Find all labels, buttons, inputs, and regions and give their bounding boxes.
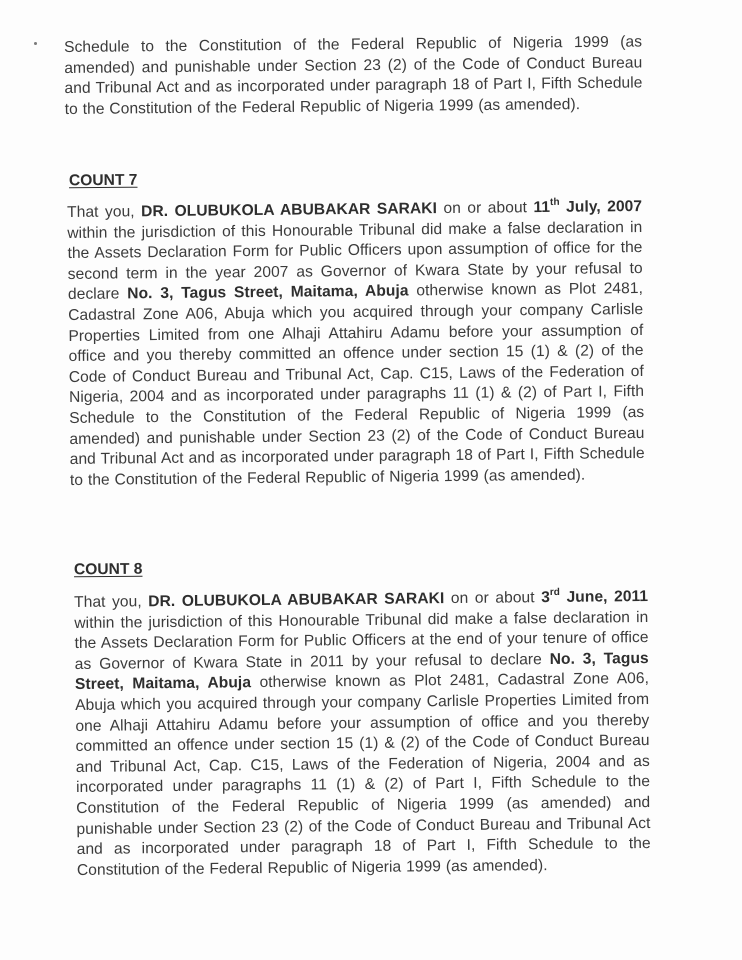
count-7-text-part-2: otherwise known as Plot 2481, Cadastral Zone A06, Abuja which you acquired through your company Carlisle Properties Limited from one Alhaji Attahiru Adamu before your assumption of office and you thereby committed an offence under section 15 (1) & (2) of the Code of Conduct Bureau and Tribunal Act, Cap. C15, Laws of the Federation of Nigeria, 2004 and as incorporated under paragraphs 11 (1) & (2) of Part I, Fifth Schedule to the Constitution of the Federal Republic of Nigeria 1999 (as amended) and punishable under Section 23 (2) of the Code of Conduct Bureau and Tribunal Act and as incorporated under paragraph 18 of Part I, Fifth Schedule to the Constitution of the Federal Republic of Nigeria 1999 (as amended).: [68, 280, 645, 489]
count-7-date-rest: July, 2007: [566, 197, 643, 216]
count-8-text-part-2: otherwise known as Plot 2481, Cadastral Zone A06, Abuja which you acquired through your company Carlisle Properties Limited from one Alhaji Attahiru Adamu before your assumption of office and you thereby committed an offence under section 15 (1) & (2) of the Code of Conduct Bureau and Tribunal Act, Cap. C15, Laws of the Federation of Nigeria, 2004 and as incorporated under paragraphs 11 (1) & (2) of Part I, Fifth Schedule to the Constitution of the Federal Republic of Nigeria 1999 (as amended) and punishable under Section 23 (2) of the Code of Conduct Bureau and Tribunal Act and as incorporated under paragraph 18 of Part I, Fifth Schedule to the Constitution of the Federal Republic of Nigeria 1999 (as amended).: [75, 670, 651, 879]
count-8-date-suffix: rd: [549, 586, 560, 599]
count-8-date-day: 3: [541, 589, 550, 607]
scan-speck: [34, 42, 37, 45]
count-8-on-or-about: on or about: [450, 589, 535, 608]
count-7-on-or-about: on or about: [443, 199, 528, 218]
count-8-text-part-1: within the jurisdiction of this Honourable Tribunal did make a false declaration in the Assets Declaration Form for Public Officers at the end of your tenure of office as Governor of Kwara State in 2011 by your refusal to declare: [74, 608, 649, 673]
count-7-paragraph: [67, 197, 645, 491]
count-7-intro: That you,: [67, 203, 135, 221]
count-8-property-address: No. 3, Tagus Street, Maitama, Abuja: [74, 649, 649, 694]
count-7-date-day: 11: [533, 198, 551, 217]
continued-paragraph: [64, 32, 643, 120]
count-7-accused-name: DR. OLUBUKOLA ABUBAKAR SARAKI: [141, 200, 438, 221]
count-7-text-part-1: within the jurisdiction of this Honourable Tribunal did make a false declaration in the Assets Declaration Form for Public Officers upon assumption of office for the second term in the year 2007 as Governor of Kwara State by your refusal to declare: [67, 218, 643, 304]
count-7-date-suffix: th: [549, 196, 560, 208]
count-7-heading: COUNT 7: [68, 171, 138, 190]
count-8-date: [541, 588, 648, 606]
count-8-heading: COUNT 8: [73, 560, 143, 579]
count-7-property-address: No. 3, Tagus Street, Maitama, Abuja: [127, 282, 409, 303]
count-8-intro: That you,: [74, 593, 142, 611]
count-7-date: [533, 198, 642, 216]
count-8-accused-name: DR. OLUBUKOLA ABUBAKAR SARAKI: [148, 590, 445, 611]
count-8-paragraph: [74, 587, 651, 881]
count-8-date-rest: June, 2011: [566, 587, 649, 606]
continued-paragraph-text: Schedule to the Constitution of the Federal Republic of Nigeria 1999 (as amended) and punishable under Section 23 (2) of the Code of Conduct Bureau and Tribunal Act and as incorporated under paragraph 18 of Part I, Fifth Schedule to the Constitution of the Federal Republic of Nigeria 1999 (as amended).: [64, 33, 643, 118]
